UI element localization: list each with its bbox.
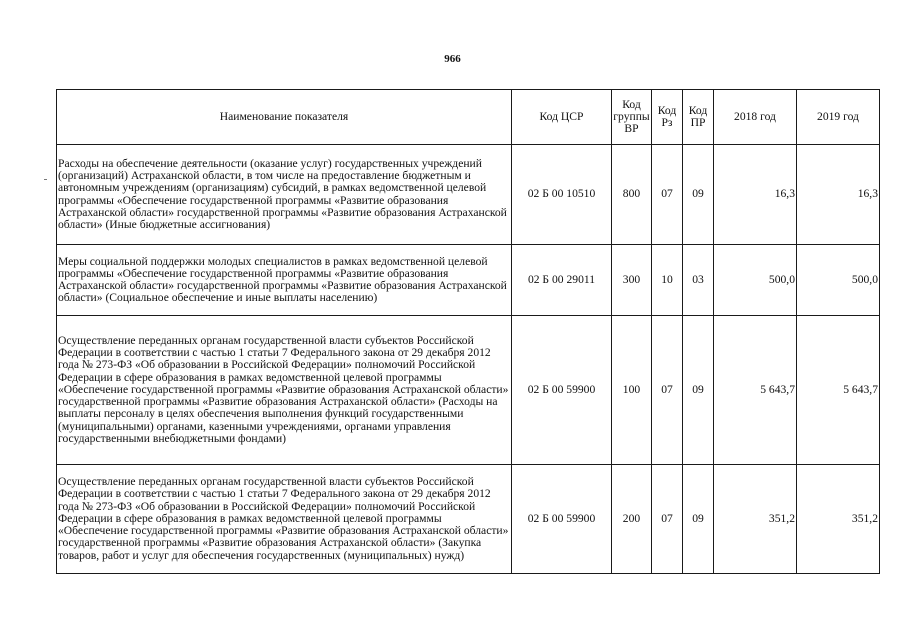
- row-pr: 09: [683, 316, 714, 465]
- row-rz: 10: [652, 245, 683, 316]
- row-csr: 02 Б 00 59900: [512, 316, 612, 465]
- row-2018: 16,3: [714, 145, 797, 245]
- header-2019: 2019 год: [797, 90, 880, 145]
- row-csr: 02 Б 00 10510: [512, 145, 612, 245]
- row-name: Расходы на обеспечение деятельности (оказание услуг) государственных учреждений (организаций) Астраханской области, в том числе на предоставление бюджетным и автономным учреждениям (организациям) субсидий, в рамках ведомственной целевой программы «Обеспечение государственной программы «Развитие образования Астраханской области» государственной программы «Развитие образования Астраханской области» (Иные бюджетные ассигнования): [57, 145, 512, 245]
- row-2018: 5 643,7: [714, 316, 797, 465]
- table-row: [57, 145, 880, 245]
- row-rz: 07: [652, 145, 683, 245]
- header-csr: Код ЦСР: [512, 90, 612, 145]
- row-pr: 09: [683, 465, 714, 574]
- row-pr: 09: [683, 145, 714, 245]
- row-rz: 07: [652, 465, 683, 574]
- header-2018: 2018 год: [714, 90, 797, 145]
- row-2019: 5 643,7: [797, 316, 880, 465]
- header-vr: Код группы ВР: [612, 90, 652, 145]
- margin-mark: [44, 179, 47, 180]
- table-row: [57, 316, 880, 465]
- header-row: [57, 90, 880, 145]
- table-row: [57, 245, 880, 316]
- header-name: Наименование показателя: [57, 90, 512, 145]
- header-pr: Код ПР: [683, 90, 714, 145]
- row-vr: 200: [612, 465, 652, 574]
- row-2018: 500,0: [714, 245, 797, 316]
- row-rz: 07: [652, 316, 683, 465]
- header-rz: Код Рз: [652, 90, 683, 145]
- row-name: Меры социальной поддержки молодых специалистов в рамках ведомственной целевой программы «Обеспечение государственной программы «Развитие образования Астраханской области» государственной программы «Развитие образования Астраханской области» (Социальное обеспечение и иные выплаты населению): [57, 245, 512, 316]
- row-vr: 100: [612, 316, 652, 465]
- row-2019: 16,3: [797, 145, 880, 245]
- row-pr: 03: [683, 245, 714, 316]
- row-2018: 351,2: [714, 465, 797, 574]
- row-csr: 02 Б 00 29011: [512, 245, 612, 316]
- row-2019: 351,2: [797, 465, 880, 574]
- row-vr: 800: [612, 145, 652, 245]
- row-name: Осуществление переданных органам государственной власти субъектов Российской Федерации в соответствии с частью 1 статьи 7 Федерального закона от 29 декабря 2012 года № 273-ФЗ «Об образовании в Российской Федерации» полномочий Российской Федерации в сфере образования в рамках ведомственной целевой программы «Обеспечение государственной программы «Развитие образования Астраханской области» государственной программы «Развитие образования Астраханской области» (Закупка товаров, работ и услуг для обеспечения государственных (муниципальных) нужд): [57, 465, 512, 574]
- row-2019: 500,0: [797, 245, 880, 316]
- row-vr: 300: [612, 245, 652, 316]
- row-csr: 02 Б 00 59900: [512, 465, 612, 574]
- table-row: [57, 465, 880, 574]
- row-name: Осуществление переданных органам государственной власти субъектов Российской Федерации в соответствии с частью 1 статьи 7 Федерального закона от 29 декабря 2012 года № 273-ФЗ «Об образовании в Российской Федерации» полномочий Российской Федерации в сфере образования в рамках ведомственной целевой программы «Обеспечение государственной программы «Развитие образования Астраханской области» государственной программы «Развитие образования Астраханской области» (Расходы на выплаты персоналу в целях обеспечения выполнения функций государственными (муниципальными) органами, казенными учреждениями, органами управления государственными внебюджетными фондами): [57, 316, 512, 465]
- budget-table: [56, 89, 880, 574]
- page-number: 966: [444, 53, 461, 65]
